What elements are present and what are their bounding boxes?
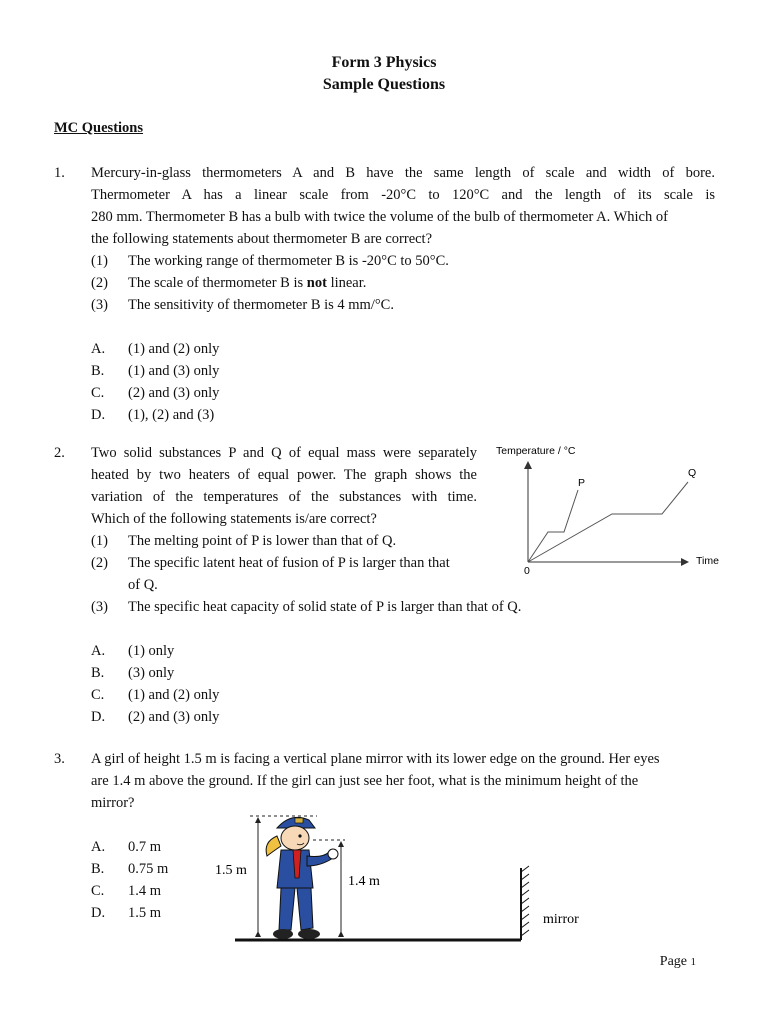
option-text: (1) and (2) only [128,341,220,357]
option-text: (2) and (3) only [128,709,220,725]
x-axis-label: Time [696,555,719,567]
plane-mirror [521,866,529,940]
option-text: (1) and (2) only [128,687,220,703]
curve-p [528,490,578,562]
mirror-label: mirror [543,912,579,927]
option-text: 0.75 m [128,861,169,877]
option-label: C. [91,687,105,703]
option-label: B. [91,665,105,681]
option-label: B. [91,861,105,877]
statement-number: (3) [91,297,108,313]
temperature-time-graph [490,440,730,580]
question-text-line: variation of the temperatures of the substances with time. [91,489,477,505]
option-text: 1.4 m [128,883,162,899]
question-text-line: Two solid substances P and Q of equal mass were separately [91,445,477,461]
emphasis: not [306,275,327,291]
statement-text: The melting point of P is lower than that of Q. [128,533,397,549]
statement-number: (2) [91,275,108,291]
question-number: 1. [54,165,65,181]
girl-mirror-diagram [205,806,605,948]
curve-q [528,482,688,562]
question-text-line: Thermometer A has a linear scale from -20°C to 120°C and the length of its scale is [91,187,715,203]
option-label: A. [91,643,106,659]
option-text: (1) only [128,643,175,659]
option-label: A. [91,341,106,357]
statement-number: (2) [91,555,108,571]
question-number: 3. [54,751,65,767]
option-text: (3) only [128,665,175,681]
question-number: 2. [54,445,65,461]
statement-number: (1) [91,533,108,549]
statement-text: The specific latent heat of fusion of P is larger than that [128,555,450,571]
option-label: C. [91,883,105,899]
question-text-line: A girl of height 1.5 m is facing a vertical plane mirror with its lower edge on the ground. Her eyes [91,751,660,767]
question-text-line: mirror? [91,795,135,811]
page-label: Page [659,954,687,969]
option-text: 1.5 m [128,905,162,921]
option-text: (2) and (3) only [128,385,220,401]
question-text-line: Which of the following statements is/are correct? [91,511,377,527]
question-text-line: the following statements about thermometer B are correct? [91,231,433,247]
question-text-line: heated by two heaters of equal power. The graph shows the [91,467,477,483]
statement-number: (1) [91,253,108,269]
section-title: MC Questions [54,120,144,136]
height-label: 1.5 m [215,863,247,878]
curve-p-label: P [578,477,586,489]
statement-text: The scale of thermometer B is not linear. [128,275,367,291]
document-title: Form 3 Physics [331,54,437,71]
y-axis-label: Temperature / °C [496,445,576,457]
option-text: (1) and (3) only [128,363,220,379]
statement-number: (3) [91,599,108,615]
option-label: A. [91,839,106,855]
origin-label: 0 [524,565,530,577]
statement-text-continued: of Q. [128,577,158,593]
page-number: 1 [690,956,696,968]
question-text-line: are 1.4 m above the ground. If the girl can just see her foot, what is the minimum height of the [91,773,639,789]
statement-text: The specific heat capacity of solid state of P is larger than that of Q. [128,599,522,615]
question-text-line: Mercury-in-glass thermometers A and B have the same length of scale and width of bore. [91,165,715,181]
option-label: D. [91,407,106,423]
option-label: D. [91,709,106,725]
eye-height-label: 1.4 m [348,874,380,889]
girl-figure [266,817,338,939]
option-label: B. [91,363,105,379]
option-label: D. [91,905,106,921]
curve-q-label: Q [688,467,697,479]
page-footer [660,954,696,970]
question-text-line: 280 mm. Thermometer B has a bulb with twice the volume of the bulb of thermometer A. Which of [91,209,668,225]
option-label: C. [91,385,105,401]
statement-text: The working range of thermometer B is -20°C to 50°C. [128,253,449,269]
document-subtitle: Sample Questions [322,76,446,93]
option-text: (1), (2) and (3) [128,407,215,423]
option-text: 0.7 m [128,839,162,855]
statement-text: The sensitivity of thermometer B is 4 mm/°C. [128,297,394,313]
